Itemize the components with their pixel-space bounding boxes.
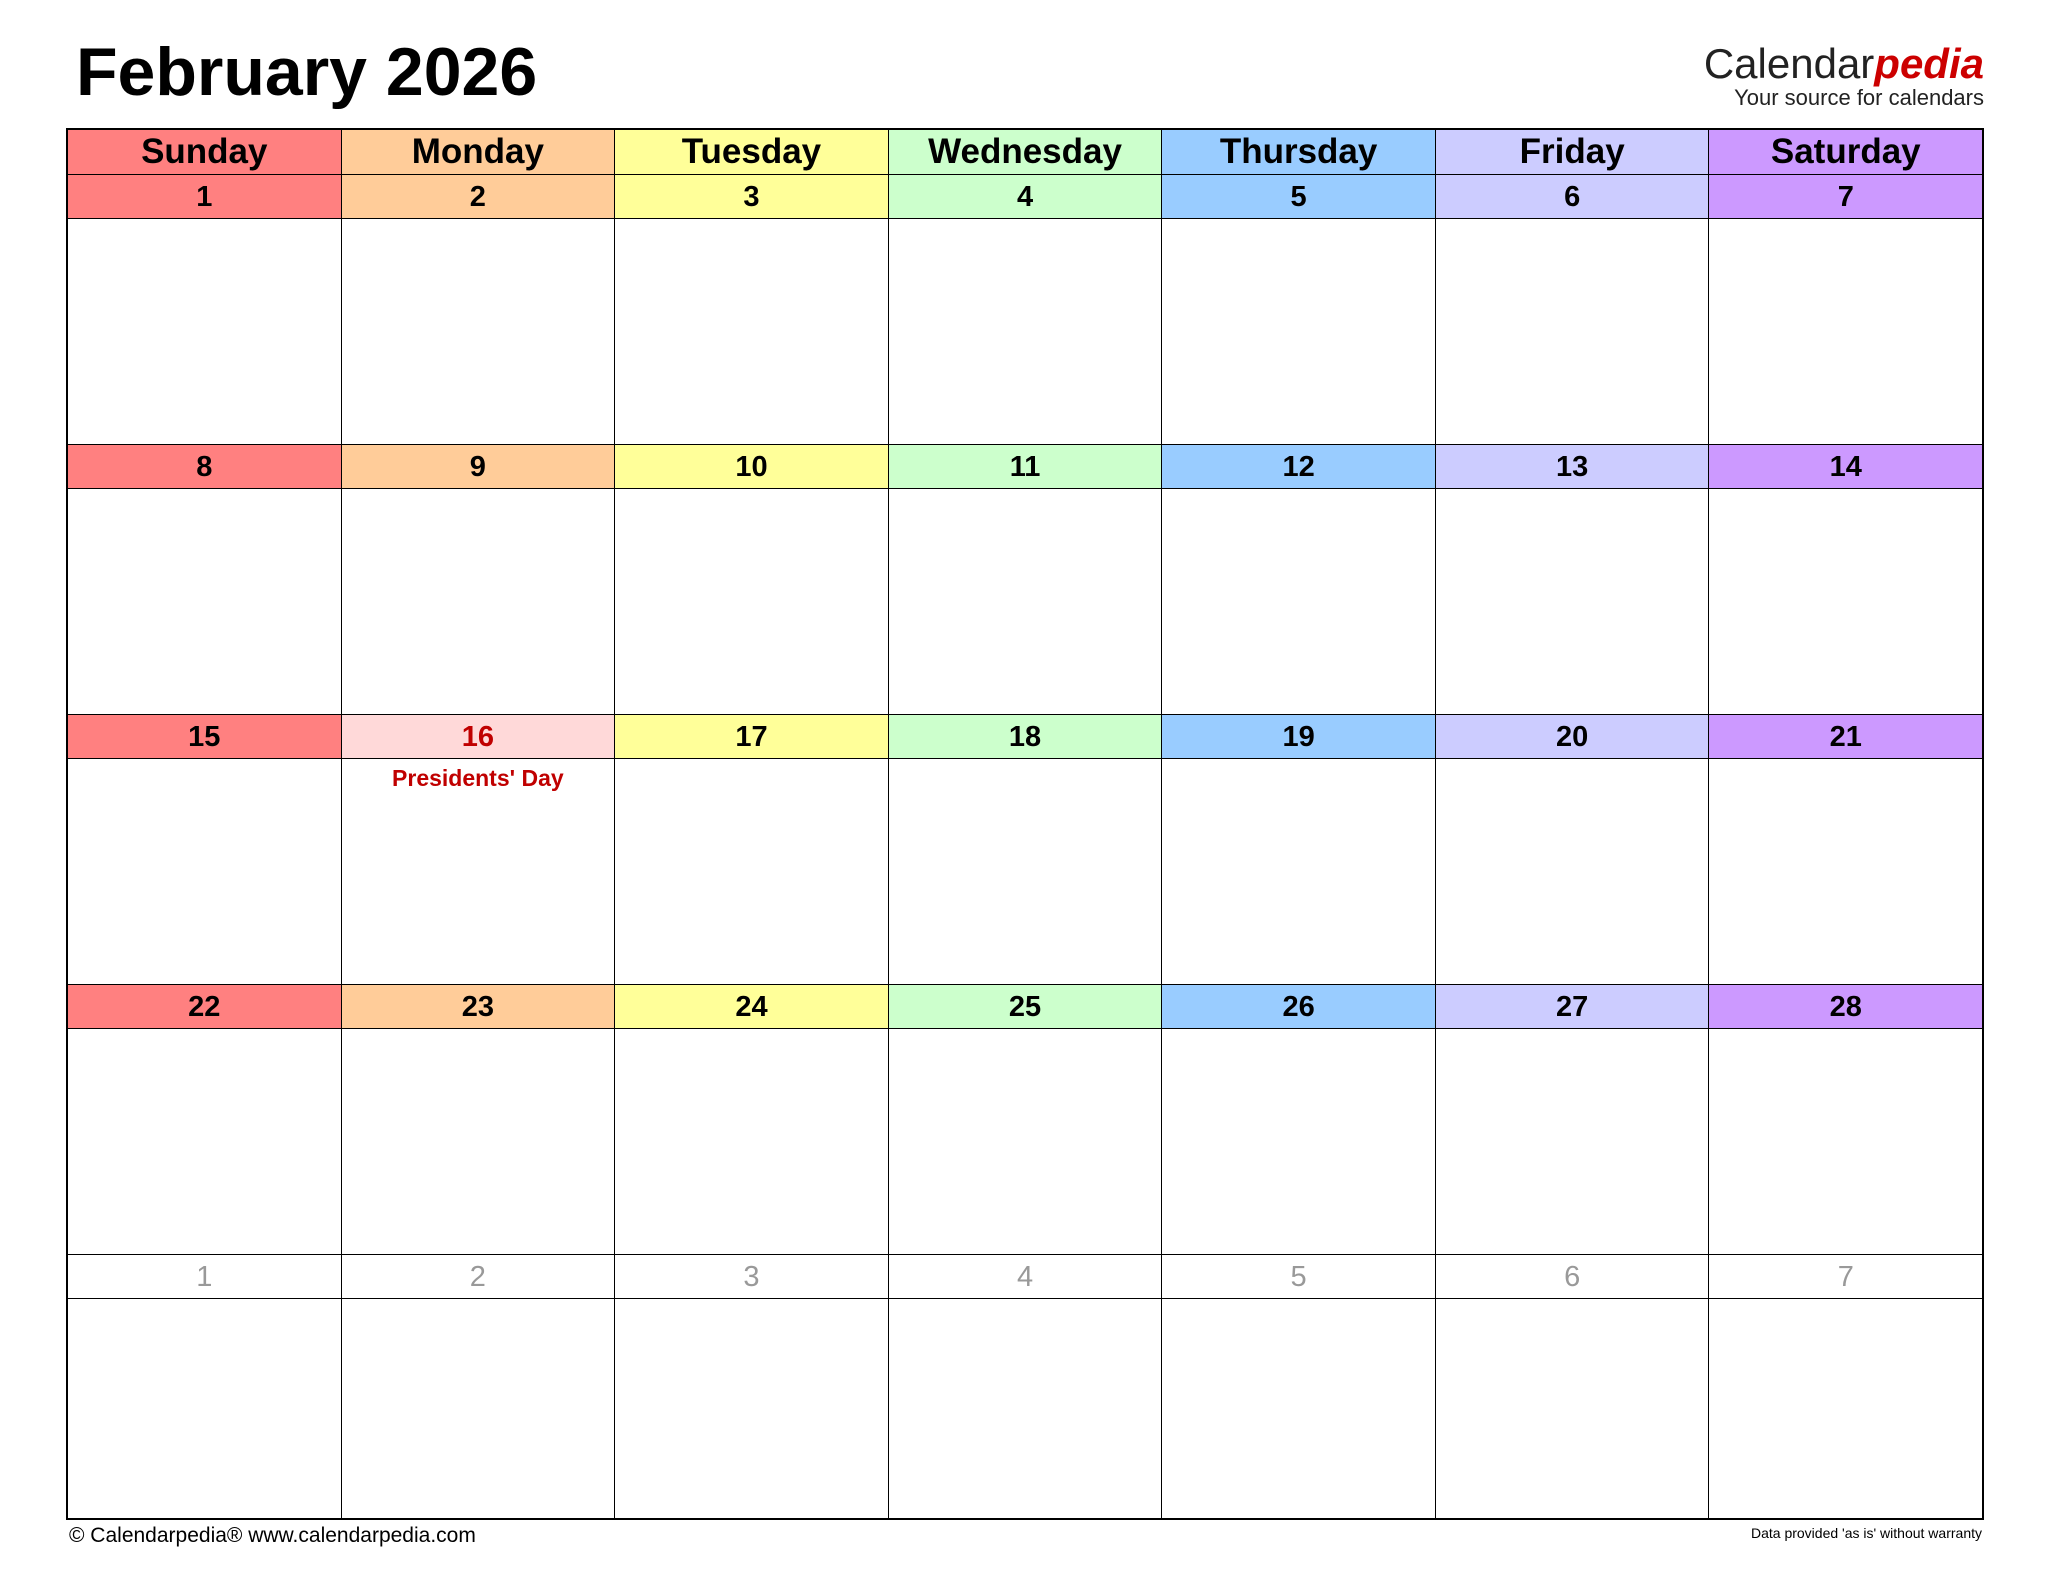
weekday-saturday: Saturday	[1708, 130, 1982, 174]
weekday-monday: Monday	[341, 130, 615, 174]
day-number: 23	[342, 985, 615, 1029]
day-number: 28	[1709, 985, 1982, 1029]
day-number: 7	[1709, 175, 1982, 219]
day-number: 21	[1709, 715, 1982, 759]
day-number: 22	[68, 985, 341, 1029]
day-cell-saturday[interactable]	[1708, 985, 1982, 1255]
day-cell-tuesday[interactable]	[614, 1255, 888, 1518]
weekday-header-row	[68, 130, 1982, 175]
day-cell-tuesday[interactable]	[614, 445, 888, 715]
day-number: 26	[1162, 985, 1435, 1029]
day-cell-wednesday[interactable]	[888, 175, 1162, 445]
day-cell-saturday[interactable]	[1708, 715, 1982, 985]
day-cell-friday[interactable]	[1435, 175, 1709, 445]
day-cell-sunday[interactable]	[68, 715, 341, 985]
day-cell-saturday[interactable]	[1708, 175, 1982, 445]
day-number: 8	[68, 445, 341, 489]
day-number: 11	[889, 445, 1162, 489]
day-cell-tuesday[interactable]	[614, 715, 888, 985]
day-cell-thursday[interactable]	[1161, 985, 1435, 1255]
day-number: 1	[68, 175, 341, 219]
brand-tagline: Your source for calendars	[1734, 85, 1984, 110]
week-row	[68, 175, 1982, 445]
day-number: 9	[342, 445, 615, 489]
day-number: 4	[889, 175, 1162, 219]
day-cell-thursday[interactable]	[1161, 175, 1435, 445]
day-number: 2	[342, 1255, 615, 1299]
day-number: 13	[1436, 445, 1709, 489]
day-cell-wednesday[interactable]	[888, 1255, 1162, 1518]
day-number: 24	[615, 985, 888, 1029]
day-number: 27	[1436, 985, 1709, 1029]
day-number: 12	[1162, 445, 1435, 489]
day-number: 10	[615, 445, 888, 489]
week-row	[68, 985, 1982, 1255]
day-number: 20	[1436, 715, 1709, 759]
day-cell-monday[interactable]	[341, 715, 615, 985]
day-cell-saturday[interactable]	[1708, 1255, 1982, 1518]
holiday-label: Presidents' Day	[392, 765, 564, 791]
footer-disclaimer: Data provided 'as is' without warranty	[1750, 1525, 1982, 1541]
day-number: 3	[615, 1255, 888, 1299]
calendar-title: February 2026	[76, 34, 538, 110]
day-cell-wednesday[interactable]	[888, 445, 1162, 715]
weekday-tuesday: Tuesday	[614, 130, 888, 174]
day-number: 7	[1709, 1255, 1982, 1299]
day-number: 3	[615, 175, 888, 219]
day-cell-sunday[interactable]	[68, 1255, 341, 1518]
day-cell-thursday[interactable]	[1161, 715, 1435, 985]
day-cell-sunday[interactable]	[68, 445, 341, 715]
day-number: 5	[1162, 1255, 1435, 1299]
day-cell-tuesday[interactable]	[614, 175, 888, 445]
day-cell-friday[interactable]	[1435, 715, 1709, 985]
day-cell-monday[interactable]	[341, 985, 615, 1255]
day-cell-tuesday[interactable]	[614, 985, 888, 1255]
weekday-friday: Friday	[1435, 130, 1709, 174]
day-cell-sunday[interactable]	[68, 175, 341, 445]
day-cell-thursday[interactable]	[1161, 445, 1435, 715]
day-cell-sunday[interactable]	[68, 985, 341, 1255]
day-number: 6	[1436, 175, 1709, 219]
day-number: 18	[889, 715, 1162, 759]
day-number: 2	[342, 175, 615, 219]
weekday-wednesday: Wednesday	[888, 130, 1162, 174]
day-cell-friday[interactable]	[1435, 1255, 1709, 1518]
day-cell-monday[interactable]	[341, 445, 615, 715]
day-number: 19	[1162, 715, 1435, 759]
day-number: 25	[889, 985, 1162, 1029]
day-number: 17	[615, 715, 888, 759]
week-row	[68, 1255, 1982, 1518]
day-cell-saturday[interactable]	[1708, 445, 1982, 715]
day-number: 14	[1709, 445, 1982, 489]
day-cell-monday[interactable]	[341, 175, 615, 445]
day-cell-friday[interactable]	[1435, 985, 1709, 1255]
week-row	[68, 715, 1982, 985]
weekday-sunday: Sunday	[68, 130, 341, 174]
week-row	[68, 445, 1982, 715]
weekday-thursday: Thursday	[1161, 130, 1435, 174]
calendar-grid	[66, 128, 1984, 1520]
footer-copyright: © Calendarpedia® www.calendarpedia.com	[69, 1524, 476, 1547]
day-number: 15	[68, 715, 341, 759]
day-number: 6	[1436, 1255, 1709, 1299]
brand-logo[interactable]	[1704, 42, 1984, 110]
day-cell-monday[interactable]	[341, 1255, 615, 1518]
brand-name-main: Calendar	[1703, 40, 1875, 87]
day-cell-thursday[interactable]	[1161, 1255, 1435, 1518]
day-number: 1	[68, 1255, 341, 1299]
day-number: 5	[1162, 175, 1435, 219]
day-number: 16	[342, 715, 615, 759]
brand-name	[1704, 42, 1984, 86]
day-cell-friday[interactable]	[1435, 445, 1709, 715]
day-number: 4	[889, 1255, 1162, 1299]
day-cell-wednesday[interactable]	[888, 715, 1162, 985]
brand-name-accent: pedia	[1874, 40, 1984, 87]
day-cell-wednesday[interactable]	[888, 985, 1162, 1255]
